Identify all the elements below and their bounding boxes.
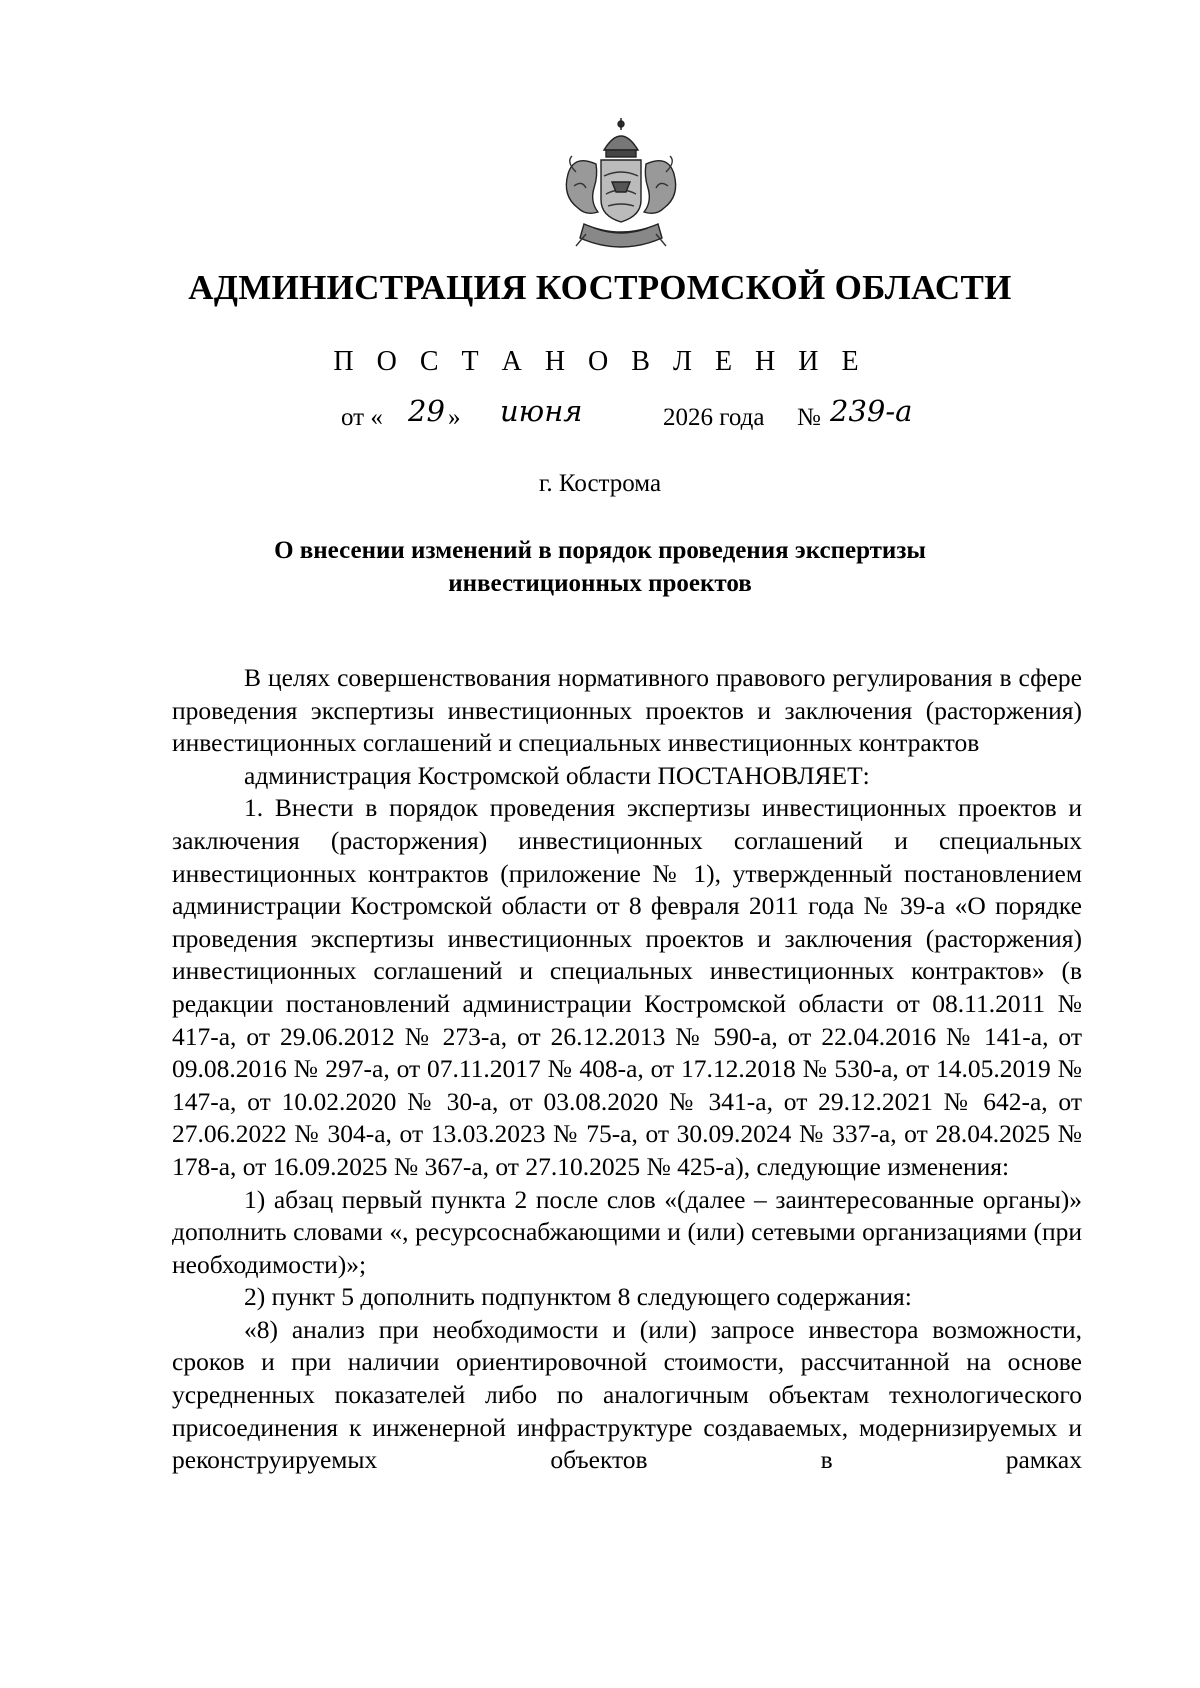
document-type: П О С Т А Н О В Л Е Н И Е	[333, 346, 867, 377]
preamble-paragraph: В целях совершенствования нормативного правового регулирования в сфере проведения экспертизы инвестиционных проектов и заключения (расторжения) инвестиционных соглашений и специальных инвестиционных контрактов	[172, 663, 1082, 758]
coat-of-arms-icon	[546, 116, 696, 264]
city: г. Кострома	[538, 470, 662, 497]
document-body	[172, 662, 1082, 1477]
date-prefix: от «	[341, 404, 383, 431]
number-prefix: №	[797, 404, 821, 431]
date-day: 29	[408, 394, 445, 428]
organization-title: АДМИНИСТРАЦИЯ КОСТРОМСКОЙ ОБЛАСТИ	[188, 268, 1012, 307]
document-subject	[200, 534, 1000, 600]
subitem-2-paragraph: 2) пункт 5 дополнить подпунктом 8 следующего содержания:	[244, 1282, 912, 1312]
document-number: 239-а	[830, 394, 913, 428]
resolves-paragraph: администрация Костромской области ПОСТАНОВЛЯЕТ:	[244, 760, 870, 790]
date-year: 2026 года	[663, 404, 765, 431]
date-month: июня	[500, 394, 583, 428]
quote-subitem-8-paragraph: «8) анализ при необходимости и (или) запросе инвестора возможности, сроков и при наличии ориентировочной стоимости, рассчитанной на основе усредненных показателей либо по аналогичным объектам технологического присоединения к инженерной инфраструктуре создаваемых, модернизируемых и реконструируемых объектов в рамках	[172, 1314, 1082, 1475]
subject-line-1: О внесении изменений в порядок проведения экспертизы	[274, 537, 926, 564]
item-1-paragraph: 1. Внести в порядок проведения экспертизы инвестиционных проектов и заключения (расторжения) инвестиционных соглашений и специальных инвестиционных контрактов (приложение № 1), утвержденный постановлением администрации Костромской области от 8 февраля 2011 года № 39-а «О порядке проведения экспертизы инвестиционных проектов и заключения (расторжения) инвестиционных соглашений и специальных инвестиционных контрактов» (в редакции постановлений администрации Костромской области от 08.11.2011 № 417-а, от 29.06.2012 № 273-а, от 26.12.2013 № 590-а, от 22.04.2016 № 141-а, от 09.08.2016 № 297-а, от 07.11.2017 № 408-а, от 17.12.2018 № 530-а, от 14.05.2019 № 147-а, от 10.02.2020 № 30-а, от 03.08.2020 № 341-а, от 29.12.2021 № 642-а, от 27.06.2022 № 304-а, от 13.03.2023 № 75-а, от 30.09.2024 № 337-а, от 28.04.2025 № 178-а, от 16.09.2025 № 367-а, от 27.10.2025 № 425-а), следующие изменения:	[172, 793, 1082, 1181]
subitem-1-paragraph: 1) абзац первый пункта 2 после слов «(далее – заинтересованные органы)» дополнить словами «, ресурсоснабжающими и (или) сетевыми организациями (при необходимости)»;	[172, 1184, 1082, 1279]
subject-line-2: инвестиционных проектов	[448, 570, 752, 597]
date-mid: »	[448, 404, 461, 431]
